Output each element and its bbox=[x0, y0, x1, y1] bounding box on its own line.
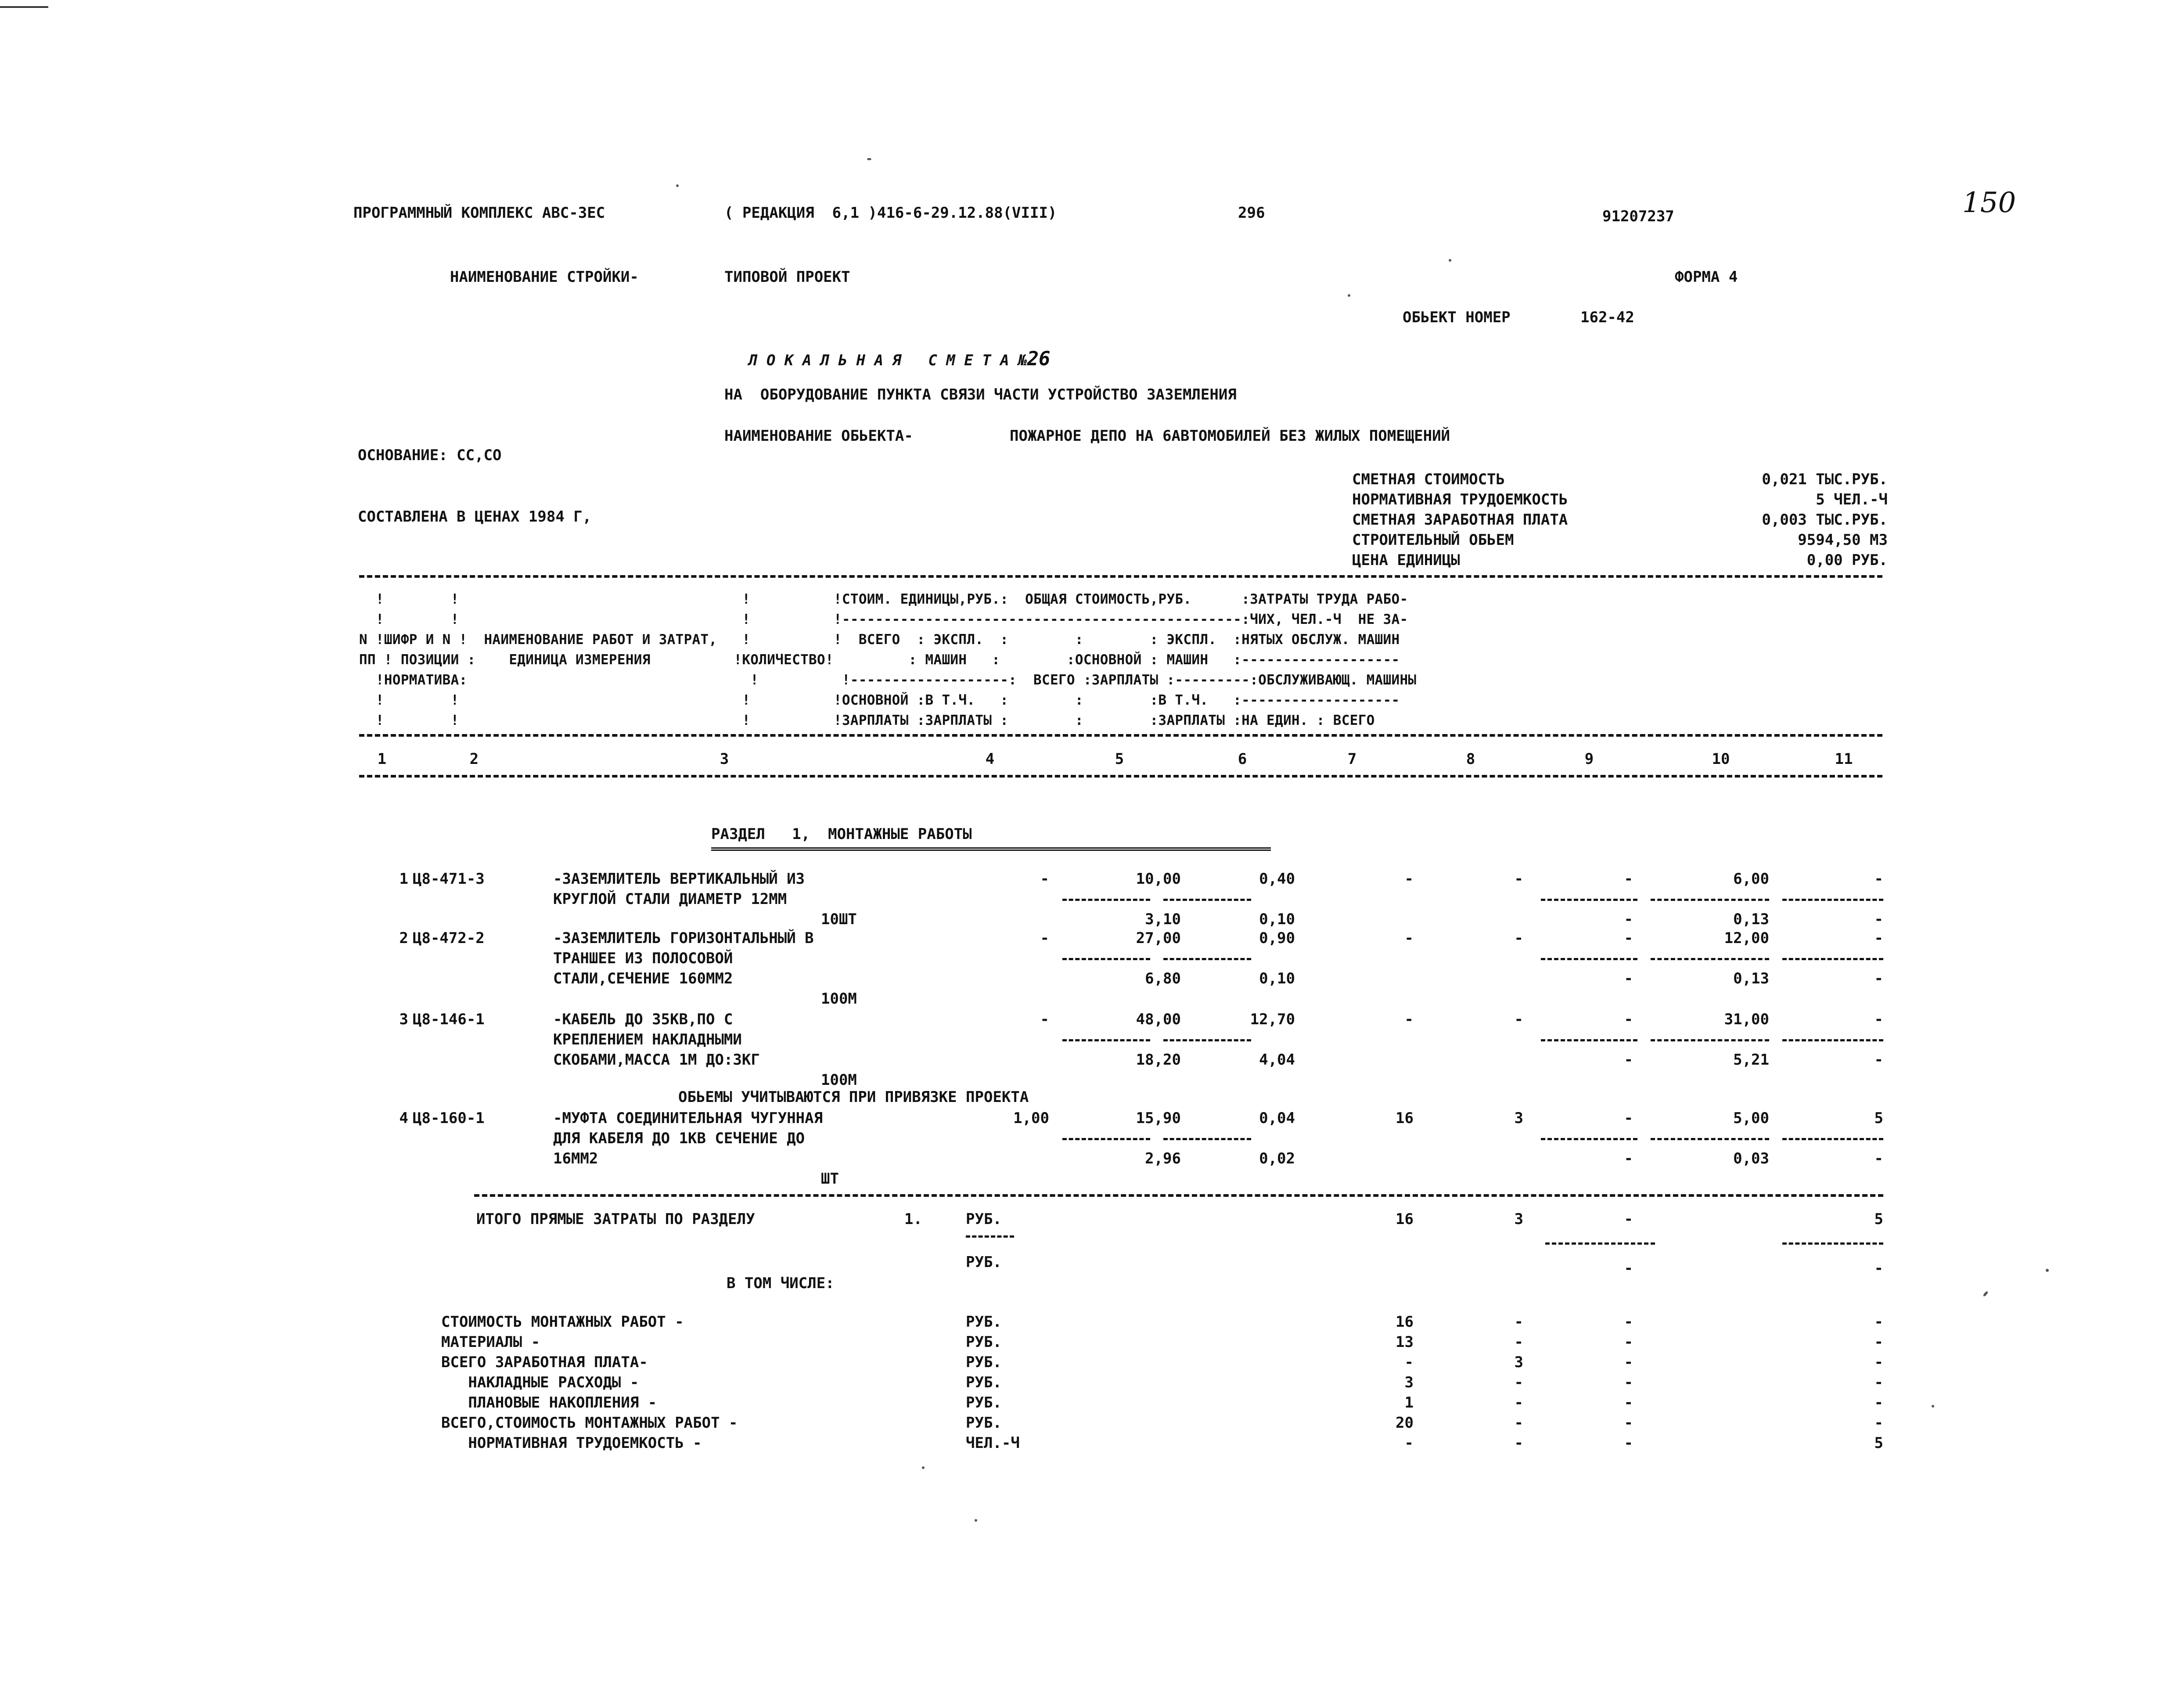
header-line: ! ! ! !ЗАРПЛАТЫ :ЗАРПЛАТЫ : : :ЗАРПЛАТЫ :НА ЕДИН. : ВСЕГО bbox=[359, 713, 1375, 728]
row-labor-total: - bbox=[1874, 870, 1883, 888]
totals-label: ИТОГО ПРЯМЫЕ ЗАТРАТЫ ПО РАЗДЕЛУ bbox=[476, 1210, 755, 1228]
row-code: Ц8-472-2 bbox=[413, 929, 485, 947]
page-number: 296 bbox=[1238, 204, 1265, 222]
scan-speck bbox=[1449, 259, 1451, 262]
row-name-line: -ЗАЗЕМЛИТЕЛЬ ВЕРТИКАЛЬНЫЙ ИЗ bbox=[553, 870, 805, 888]
row-machine-salary-total: - bbox=[1624, 1150, 1633, 1167]
row-base-salary: - bbox=[1514, 870, 1523, 888]
header-line: ПП ! ПОЗИЦИИ : ЕДИНИЦА ИЗМЕРЕНИЯ !КОЛИЧЕСТВО! : МАШИН : :ОСНОВНОЙ : МАШИН :------------------- bbox=[359, 652, 1400, 668]
row-total-cost: 16 bbox=[1396, 1109, 1414, 1127]
row-labor-total: - bbox=[1874, 929, 1883, 947]
totals-item-machine: - bbox=[1624, 1394, 1633, 1411]
row-name-line: ДЛЯ КАБЕЛЯ ДО 1КВ СЕЧЕНИЕ ДО bbox=[553, 1130, 805, 1147]
column-number: 3 bbox=[720, 750, 729, 768]
summary-label: СМЕТНАЯ СТОИМОСТЬ bbox=[1352, 471, 1505, 488]
row-name-line: 10ШТ bbox=[821, 911, 857, 928]
document-code: 91207237 bbox=[1602, 208, 1674, 225]
scan-speck bbox=[676, 184, 679, 187]
header-rule bbox=[359, 734, 1882, 737]
row-maint-labor-total: - bbox=[1874, 1150, 1883, 1167]
totals-item-label: НАКЛАДНЫЕ РАСХОДЫ - bbox=[441, 1374, 639, 1391]
section-title: РАЗДЕЛ 1, МОНТАЖНЫЕ РАБОТЫ bbox=[711, 825, 972, 843]
column-number: 7 bbox=[1347, 750, 1357, 768]
totals-machine-salary: - bbox=[1624, 1260, 1633, 1277]
row-number: 2 bbox=[399, 929, 408, 947]
cell-separator bbox=[1541, 958, 1637, 960]
row-unit-cost: 27,00 bbox=[1136, 929, 1181, 947]
column-number: 9 bbox=[1584, 750, 1594, 768]
row-labor-total: 5 bbox=[1874, 1109, 1883, 1127]
totals-total: 16 bbox=[1396, 1210, 1414, 1228]
totals-item-salary: - bbox=[1514, 1414, 1523, 1432]
row-labor-unit: 31,00 bbox=[1724, 1011, 1769, 1028]
scan-speck bbox=[2046, 1269, 2049, 1272]
row-maint-labor-unit: 5,21 bbox=[1733, 1051, 1769, 1069]
row-labor-unit: 12,00 bbox=[1724, 929, 1769, 947]
cell-separator bbox=[1163, 899, 1251, 901]
column-number: 5 bbox=[1115, 750, 1124, 768]
cell-separator bbox=[1541, 1039, 1637, 1041]
row-machine-cost: 0,04 bbox=[1259, 1109, 1295, 1127]
row-machine-cost: 0,40 bbox=[1259, 870, 1295, 888]
totals-unit: РУБ. bbox=[966, 1210, 1002, 1228]
cell-separator bbox=[1782, 1138, 1883, 1140]
totals-machine: - bbox=[1624, 1210, 1633, 1228]
row-base-salary-unit: 18,20 bbox=[1136, 1051, 1181, 1069]
totals-item-labor: - bbox=[1874, 1414, 1883, 1432]
row-name-line: -ЗАЗЕМЛИТЕЛЬ ГОРИЗОНТАЛЬНЫЙ В bbox=[553, 929, 814, 947]
cell-separator bbox=[1541, 1138, 1637, 1140]
totals-separator bbox=[1782, 1242, 1883, 1245]
totals-item-machine: - bbox=[1624, 1434, 1633, 1452]
row-machine-total: - bbox=[1624, 1011, 1633, 1028]
row-labor-unit: 5,00 bbox=[1733, 1109, 1769, 1127]
totals-item-label: НОРМАТИВНАЯ ТРУДОЕМКОСТЬ - bbox=[441, 1434, 702, 1452]
header-line: ! ! ! !------------------------------------------------:ЧИХ, ЧЕЛ.-Ч НЕ ЗА- bbox=[359, 612, 1408, 627]
scan-speck bbox=[1983, 1291, 1989, 1297]
row-machine-salary-unit: 0,10 bbox=[1259, 911, 1295, 928]
cell-separator bbox=[1062, 958, 1150, 960]
row-maint-labor-unit: 0,03 bbox=[1733, 1150, 1769, 1167]
row-name-line: СКОБАМИ,МАССА 1М ДО:3КГ bbox=[553, 1051, 760, 1069]
column-number: 1 bbox=[377, 750, 387, 768]
row-maint-labor-total: - bbox=[1874, 970, 1883, 987]
row-base-salary-unit: 2,96 bbox=[1145, 1150, 1181, 1167]
unit-underline bbox=[966, 1235, 1014, 1238]
row-quantity: - bbox=[1040, 870, 1049, 888]
totals-item-salary: - bbox=[1514, 1333, 1523, 1351]
object-number: 162-42 bbox=[1580, 309, 1634, 326]
totals-item-labor: - bbox=[1874, 1313, 1883, 1331]
row-machine-total: - bbox=[1624, 870, 1633, 888]
row-machine-salary-unit: 0,10 bbox=[1259, 970, 1295, 987]
summary-label: НОРМАТИВНАЯ ТРУДОЕМКОСТЬ bbox=[1352, 491, 1568, 508]
summary-value: 0,021 ТЫС.РУБ. bbox=[1762, 471, 1888, 488]
column-number: 10 bbox=[1712, 750, 1730, 768]
row-machine-salary-total: - bbox=[1624, 970, 1633, 987]
cell-separator bbox=[1163, 958, 1251, 960]
row-name-line: КРЕПЛЕНИЕМ НАКЛАДНЫМИ bbox=[553, 1031, 742, 1048]
row-name-line: ШТ bbox=[821, 1170, 839, 1188]
column-number: 8 bbox=[1466, 750, 1475, 768]
totals-item-labor: - bbox=[1874, 1394, 1883, 1411]
totals-item-machine: - bbox=[1624, 1374, 1633, 1391]
row-base-salary: 3 bbox=[1514, 1109, 1523, 1127]
row-machine-total: - bbox=[1624, 929, 1633, 947]
totals-item-total: 13 bbox=[1396, 1333, 1414, 1351]
totals-item-unit: РУБ. bbox=[966, 1354, 1002, 1371]
row-number: 1 bbox=[399, 870, 408, 888]
row-name-line: 100М bbox=[821, 1071, 857, 1089]
corner-mark bbox=[0, 6, 48, 8]
document-subtitle: НА ОБОРУДОВАНИЕ ПУНКТА СВЯЗИ ЧАСТИ УСТРОЙСТВО ЗАЗЕМЛЕНИЯ bbox=[724, 386, 1237, 403]
including-label: В ТОМ ЧИСЛЕ: bbox=[727, 1275, 835, 1292]
totals-item-unit: РУБ. bbox=[966, 1394, 1002, 1411]
totals-item-total: - bbox=[1404, 1434, 1414, 1452]
row-name-line: КРУГЛОЙ СТАЛИ ДИАМЕТР 12ММ bbox=[553, 890, 787, 908]
summary-value: 9594,50 М3 bbox=[1798, 531, 1888, 549]
row-name-line: СТАЛИ,СЕЧЕНИЕ 160ММ2 bbox=[553, 970, 733, 987]
handwritten-page-number: 150 bbox=[1962, 187, 2016, 219]
object-number-label: ОБЬЕКТ НОМЕР bbox=[1403, 309, 1511, 326]
totals-item-salary: - bbox=[1514, 1374, 1523, 1391]
construction-label: НАИМЕНОВАНИЕ СТРОЙКИ- bbox=[450, 268, 639, 286]
cell-separator bbox=[1651, 1138, 1769, 1140]
row-total-cost: - bbox=[1404, 1011, 1414, 1028]
cell-separator bbox=[1651, 958, 1769, 960]
form-label: ФОРМА 4 bbox=[1675, 268, 1738, 286]
totals-item-unit: РУБ. bbox=[966, 1414, 1002, 1432]
totals-item-unit: РУБ. bbox=[966, 1374, 1002, 1391]
cell-separator bbox=[1541, 899, 1637, 901]
summary-label: СМЕТНАЯ ЗАРАБОТНАЯ ПЛАТА bbox=[1352, 511, 1568, 529]
cell-separator bbox=[1062, 1138, 1150, 1140]
totals-separator bbox=[1545, 1242, 1655, 1245]
totals-item-total: 3 bbox=[1404, 1374, 1414, 1391]
row-code: Ц8-146-1 bbox=[413, 1011, 485, 1028]
header-line: ! ! ! !ОСНОВНОЙ :В Т.Ч. : : :В Т.Ч. :------------------- bbox=[359, 692, 1400, 708]
column-number: 11 bbox=[1835, 750, 1853, 768]
row-maint-labor-total: - bbox=[1874, 1051, 1883, 1069]
row-number: 3 bbox=[399, 1011, 408, 1028]
column-number: 6 bbox=[1238, 750, 1247, 768]
totals-item-unit: ЧЕЛ.-Ч bbox=[966, 1434, 1020, 1452]
row-machine-salary-unit: 0,02 bbox=[1259, 1150, 1295, 1167]
totals-maint-labor: - bbox=[1874, 1260, 1883, 1277]
totals-item-salary: - bbox=[1514, 1313, 1523, 1331]
totals-item-label: СТОИМОСТЬ МОНТАЖНЫХ РАБОТ - bbox=[441, 1313, 684, 1331]
scan-speck bbox=[1348, 294, 1350, 297]
totals-top-rule bbox=[474, 1194, 1883, 1197]
row-maint-labor-unit: 0,13 bbox=[1733, 970, 1769, 987]
column-numbers-rule bbox=[359, 775, 1882, 778]
totals-item-machine: - bbox=[1624, 1414, 1633, 1432]
cell-separator bbox=[1062, 1039, 1150, 1041]
totals-item-total: 20 bbox=[1396, 1414, 1414, 1432]
summary-label: ЦЕНА ЕДИНИЦЫ bbox=[1352, 551, 1460, 569]
totals-labor: 5 bbox=[1874, 1210, 1883, 1228]
cell-separator bbox=[1163, 1138, 1251, 1140]
cell-separator bbox=[1782, 899, 1883, 901]
row-total-cost: - bbox=[1404, 929, 1414, 947]
header-line: ! ! ! !СТОИМ. ЕДИНИЦЫ,РУБ.: ОБЩАЯ СТОИМОСТЬ,РУБ. :ЗАТРАТЫ ТРУДА РАБО- bbox=[359, 591, 1408, 607]
row-machine-salary-total: - bbox=[1624, 911, 1633, 928]
row-quantity: - bbox=[1040, 929, 1049, 947]
program-name: ПРОГРАММНЫЙ КОМПЛЕКС АВС-3ЕС bbox=[353, 204, 605, 222]
totals-item-labor: 5 bbox=[1874, 1434, 1883, 1452]
totals-item-label: ПЛАНОВЫЕ НАКОПЛЕНИЯ - bbox=[441, 1394, 657, 1411]
price-level: СОСТАВЛЕНА В ЦЕНАХ 1984 Г, bbox=[358, 508, 592, 526]
totals-item-total: 1 bbox=[1404, 1394, 1414, 1411]
row-code: Ц8-471-3 bbox=[413, 870, 485, 888]
totals-item-label: ВСЕГО,СТОИМОСТЬ МОНТАЖНЫХ РАБОТ - bbox=[441, 1414, 738, 1432]
row-name-line: 100М bbox=[821, 990, 857, 1008]
totals-section-number: 1. bbox=[904, 1210, 922, 1228]
totals-item-label: МАТЕРИАЛЫ - bbox=[441, 1333, 540, 1351]
row-base-salary: - bbox=[1514, 1011, 1523, 1028]
totals-unit-secondary: РУБ. bbox=[966, 1253, 1002, 1271]
row-machine-cost: 12,70 bbox=[1250, 1011, 1295, 1028]
row-unit-cost: 48,00 bbox=[1136, 1011, 1181, 1028]
row-machine-salary-unit: 4,04 bbox=[1259, 1051, 1295, 1069]
summary-value: 0,003 ТЫС.РУБ. bbox=[1762, 511, 1888, 529]
row-name-line: -МУФТА СОЕДИНИТЕЛЬНАЯ ЧУГУННАЯ bbox=[553, 1109, 823, 1127]
totals-item-labor: - bbox=[1874, 1333, 1883, 1351]
cell-separator bbox=[1782, 1039, 1883, 1041]
totals-item-machine: - bbox=[1624, 1354, 1633, 1371]
estimate-number: 26 bbox=[1027, 348, 1051, 370]
cell-separator bbox=[1651, 899, 1769, 901]
totals-item-salary: 3 bbox=[1514, 1354, 1523, 1371]
column-number: 4 bbox=[985, 750, 995, 768]
row-quantity: 1,00 bbox=[1013, 1109, 1049, 1127]
column-number: 2 bbox=[469, 750, 479, 768]
totals-item-total: 16 bbox=[1396, 1313, 1414, 1331]
summary-value: 0,00 РУБ. bbox=[1806, 551, 1888, 569]
row-name-line: 16ММ2 bbox=[553, 1150, 598, 1167]
totals-item-salary: - bbox=[1514, 1394, 1523, 1411]
row-machine-cost: 0,90 bbox=[1259, 929, 1295, 947]
row-unit-cost: 15,90 bbox=[1136, 1109, 1181, 1127]
totals-item-salary: - bbox=[1514, 1434, 1523, 1452]
header-line: !НОРМАТИВА: ! !-------------------: ВСЕГО :ЗАРПЛАТЫ :---------:ОБСЛУЖИВАЮЩ. МАШИНЫ bbox=[359, 672, 1417, 688]
totals-item-unit: РУБ. bbox=[966, 1313, 1002, 1331]
totals-item-total: - bbox=[1404, 1354, 1414, 1371]
row-maint-labor-unit: 0,13 bbox=[1733, 911, 1769, 928]
totals-item-unit: РУБ. bbox=[966, 1333, 1002, 1351]
row-machine-total: - bbox=[1624, 1109, 1633, 1127]
table-top-rule bbox=[359, 575, 1882, 578]
header-line: N !ШИФР И N ! НАИМЕНОВАНИЕ РАБОТ И ЗАТРАТ, ! ! ВСЕГО : ЭКСПЛ. : : : ЭКСПЛ. :НЯТЫХ ОБСЛУЖ. МАШИН bbox=[359, 632, 1400, 648]
row-base-salary: - bbox=[1514, 929, 1523, 947]
summary-value: 5 ЧЕЛ.-Ч bbox=[1816, 491, 1888, 508]
edition-info: ( РЕДАКЦИЯ 6,1 )416-6-29.12.88(VIII) bbox=[724, 204, 1057, 222]
row-total-cost: - bbox=[1404, 870, 1414, 888]
totals-salary: 3 bbox=[1514, 1210, 1523, 1228]
totals-item-label: ВСЕГО ЗАРАБОТНАЯ ПЛАТА- bbox=[441, 1354, 648, 1371]
row-name-line: -КАБЕЛЬ ДО 35КВ,ПО С bbox=[553, 1011, 733, 1028]
row-maint-labor-total: - bbox=[1874, 911, 1883, 928]
row-base-salary-unit: 6,80 bbox=[1145, 970, 1181, 987]
totals-item-labor: - bbox=[1874, 1374, 1883, 1391]
basis: ОСНОВАНИЕ: СС,СО bbox=[358, 446, 502, 464]
row-base-salary-unit: 3,10 bbox=[1145, 911, 1181, 928]
section-underline bbox=[711, 847, 1271, 851]
totals-item-labor: - bbox=[1874, 1354, 1883, 1371]
scan-speck bbox=[1932, 1405, 1934, 1408]
row-machine-salary-total: - bbox=[1624, 1051, 1633, 1069]
row-code: Ц8-160-1 bbox=[413, 1109, 485, 1127]
row-name-line: ТРАНШЕЕ ИЗ ПОЛОСОВОЙ bbox=[553, 950, 733, 967]
totals-item-machine: - bbox=[1624, 1313, 1633, 1331]
row-labor-total: - bbox=[1874, 1011, 1883, 1028]
construction-value: ТИПОВОЙ ПРОЕКТ bbox=[724, 268, 850, 286]
row-labor-unit: 6,00 bbox=[1733, 870, 1769, 888]
object-name-label: НАИМЕНОВАНИЕ ОБЬЕКТА- bbox=[724, 427, 913, 445]
cell-separator bbox=[1163, 1039, 1251, 1041]
object-name-value: ПОЖАРНОЕ ДЕПО НА 6АВТОМОБИЛЕЙ БЕЗ ЖИЛЫХ ПОМЕЩЕНИЙ bbox=[1010, 427, 1450, 445]
totals-item-machine: - bbox=[1624, 1333, 1633, 1351]
scan-speck bbox=[867, 158, 871, 160]
scan-speck bbox=[975, 1519, 977, 1522]
row-unit-cost: 10,00 bbox=[1136, 870, 1181, 888]
document-title: Л О К А Л Ь Н А Я С М Е Т А №26 bbox=[748, 348, 1051, 370]
cell-separator bbox=[1062, 899, 1150, 901]
summary-label: СТРОИТЕЛЬНЫЙ ОБЬЕМ bbox=[1352, 531, 1514, 549]
scan-speck bbox=[922, 1466, 925, 1469]
cell-separator bbox=[1651, 1039, 1769, 1041]
row-note: ОБЬЕМЫ УЧИТЫВАЮТСЯ ПРИ ПРИВЯЗКЕ ПРОЕКТА bbox=[678, 1088, 1029, 1106]
row-quantity: - bbox=[1040, 1011, 1049, 1028]
row-number: 4 bbox=[399, 1109, 408, 1127]
cell-separator bbox=[1782, 958, 1883, 960]
